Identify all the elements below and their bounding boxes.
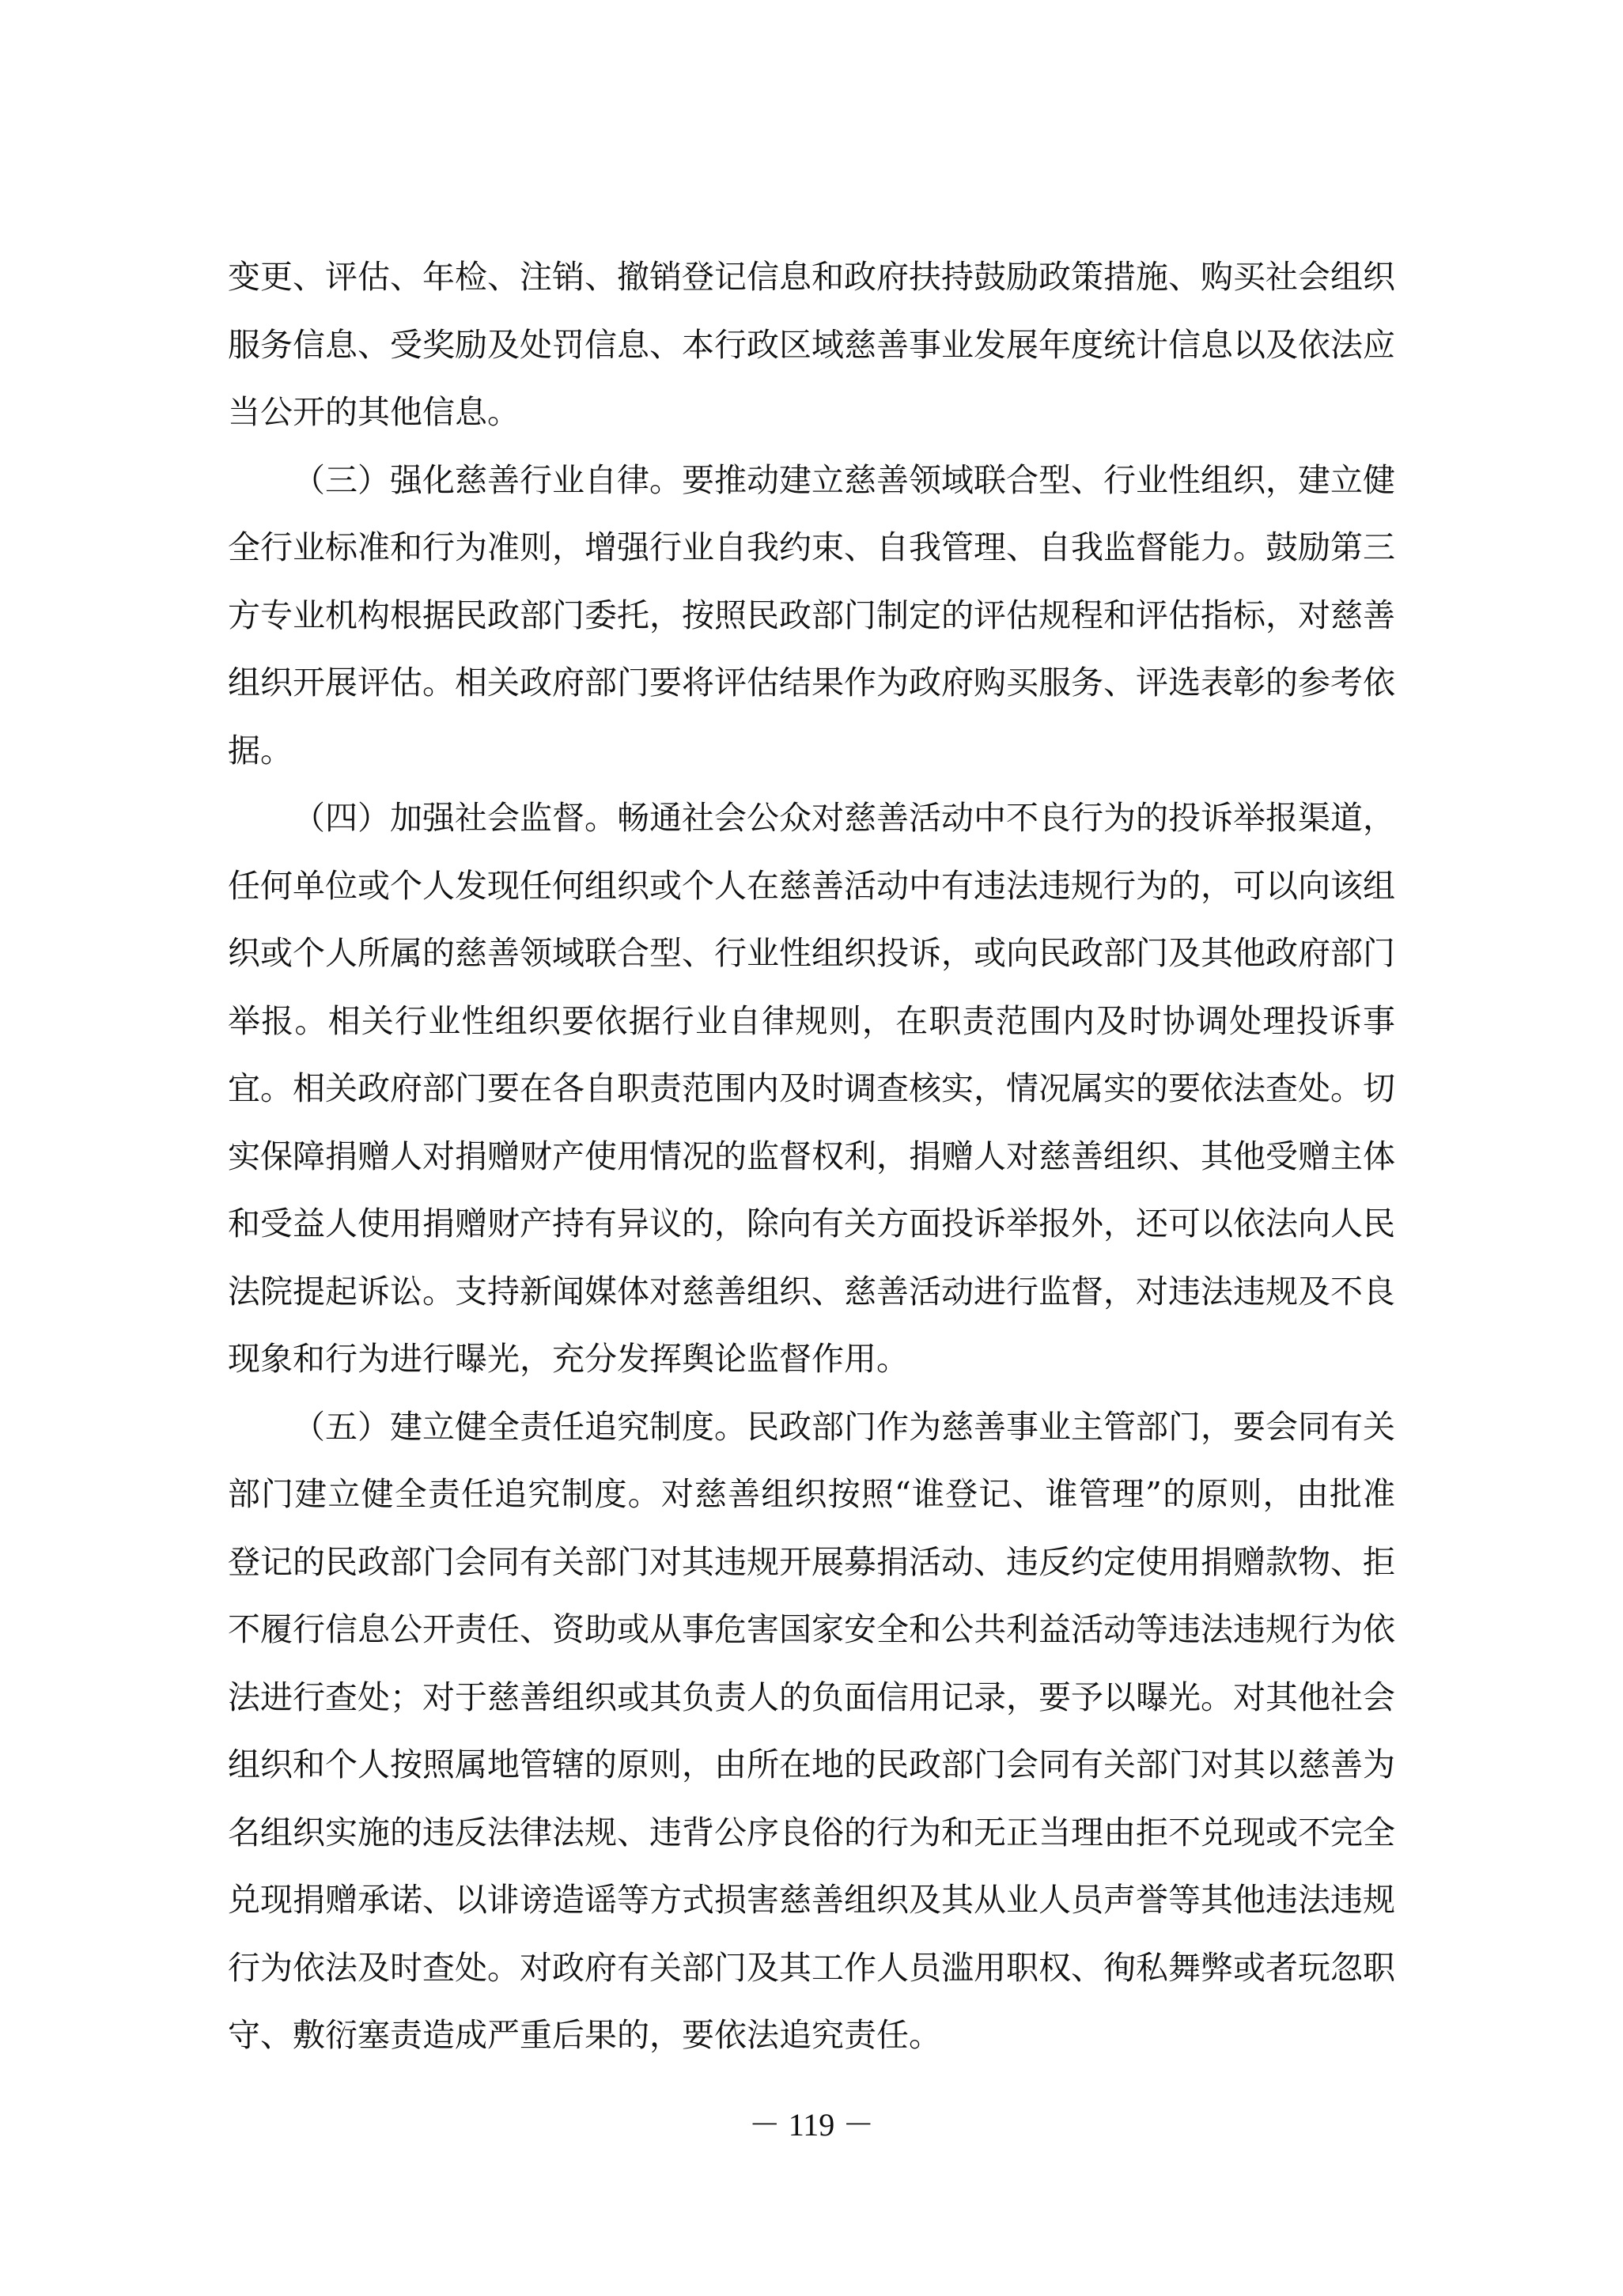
paragraph-accountability: （五）建立健全责任追究制度。民政部门作为慈善事业主管部门，要会同有关部门建立健全责任追究制度。对慈善组织按照“谁登记、谁管理”的原则，由批准登记的民政部门会同有关部门对其违规开展募捐活动、违反约定使用捐赠款物、拒不履行信息公开责任、资助或从事危害国家安全和公共利益活动等违法违规行为依法进行查处；对于慈善组织或其负责人的负面信用记录，要予以曝光。对其他社会组织和个人按照属地管辖的原则，由所在地的民政部门会同有关部门对其以慈善为名组织实施的违反法律法规、违背公序良俗的行为和无正当理由拒不兑现或不完全兑现捐赠承诺、以诽谤造谣等方式损害慈善组织及其从业人员声誉等其他违法违规行为依法及时查处。对政府有关部门及其工作人员滥用职权、徇私舞弊或者玩忽职守、敷衍塞责造成严重后果的，要依法追究责任。 (228, 1407, 1395, 2054)
document-body (228, 244, 1395, 2070)
paragraph-social-supervision: （四）加强社会监督。畅通社会公众对慈善活动中不良行为的投诉举报渠道，任何单位或个人发现任何组织或个人在慈善活动中有违法违规行为的，可以向该组织或个人所属的慈善领域联合型、行业性组织投诉，或向民政部门及其他政府部门举报。相关行业性组织要依据行业自律规则，在职责范围内及时协调处理投诉事宜。相关政府部门要在各自职责范围内及时调查核实，情况属实的要依法查处。切实保障捐赠人对捐赠财产使用情况的监督权利，捐赠人对慈善组织、其他受赠主体和受益人使用捐赠财产持有异议的，除向有关方面投诉举报外，还可以依法向人民法院提起诉讼。支持新闻媒体对慈善组织、慈善活动进行监督，对违法违规及不良现象和行为进行曝光，充分发挥舆论监督作用。 (228, 799, 1395, 1378)
paragraph-self-regulation: （三）强化慈善行业自律。要推动建立慈善领域联合型、行业性组织，建立健全行业标准和行为准则，增强行业自我约束、自我管理、自我监督能力。鼓励第三方专业机构根据民政部门委托，按照民政部门制定的评估规程和评估指标，对慈善组织开展评估。相关政府部门要将评估结果作为政府购买服务、评选表彰的参考依据。 (228, 460, 1395, 770)
paragraph-continuation: 变更、评估、年检、注销、撤销登记信息和政府扶持鼓励政策措施、购买社会组织服务信息、受奖励及处罚信息、本行政区域慈善事业发展年度统计信息以及依法应当公开的其他信息。 (228, 258, 1395, 431)
page-number: － 119 － (748, 2107, 875, 2143)
